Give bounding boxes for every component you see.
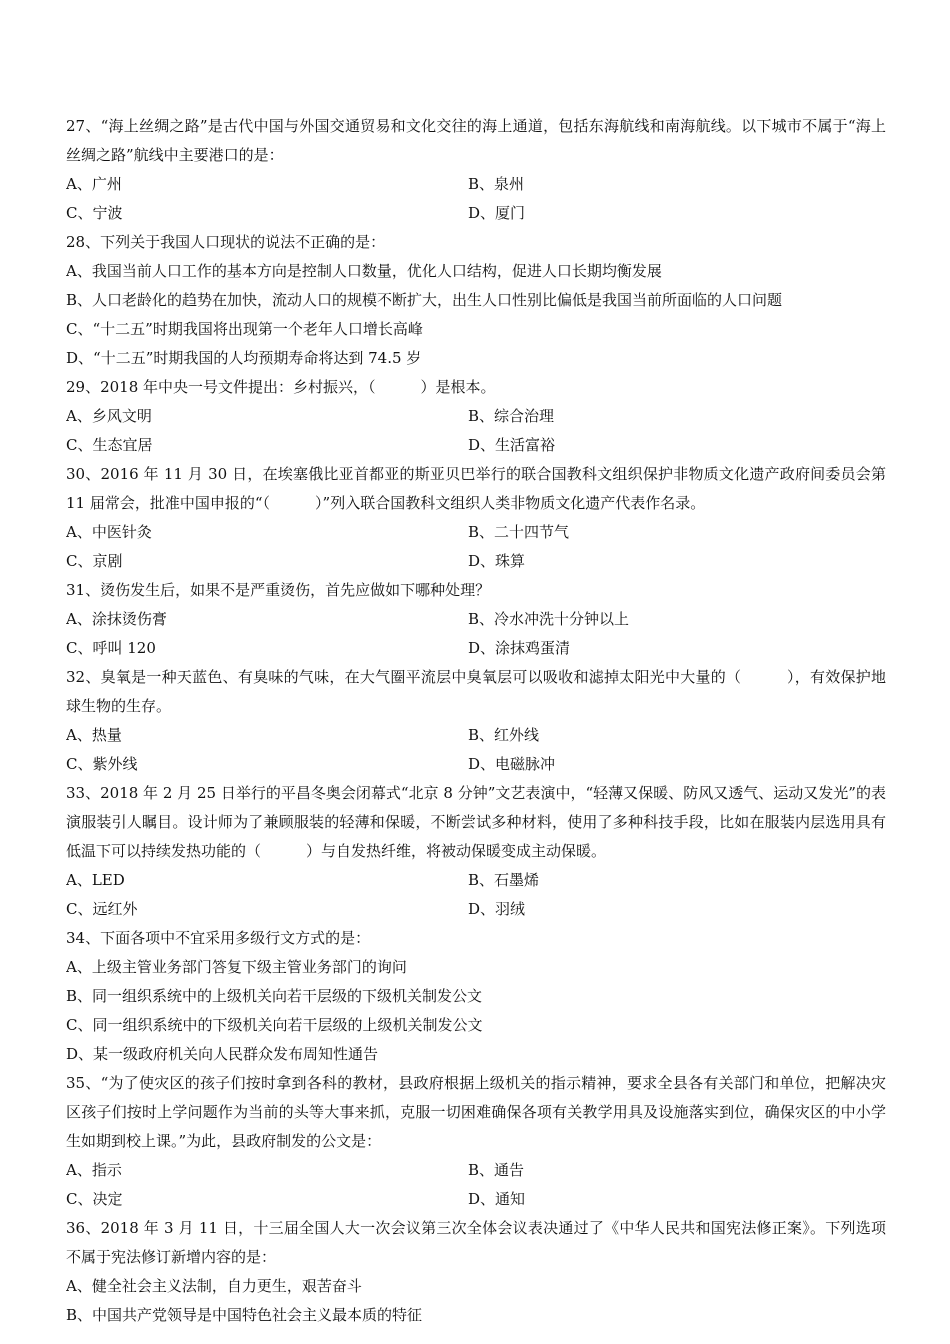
answer-option: B、石墨烯 (468, 871, 540, 889)
answer-option: C、决定 (66, 1190, 123, 1208)
question-stem: 34、下面各项中不宜采用多级行文方式的是： (66, 929, 371, 947)
answer-option: D、羽绒 (468, 900, 526, 918)
answer-option: A、热量 (66, 726, 122, 744)
option-list (66, 721, 886, 779)
question-block (66, 779, 886, 924)
answer-option: A、广州 (66, 175, 122, 193)
option-list (66, 1156, 886, 1214)
question-stem: 32、臭氧是一种天蓝色、有臭味的气味，在大气圈平流层中臭氧层可以吸收和滤掉太阳光中大量的（ ），有效保护地球生物的生存。 (66, 668, 886, 715)
question-stem: 33、2018 年 2 月 25 日举行的平昌冬奥会闭幕式“北京 8 分钟”文艺表演中，“轻薄又保暖、防风又透气、运动又发光”的表演服装引人瞩目。设计师为了兼顾服装的轻薄和保暖，不断尝试多种材料，使用了多种科技手段，比如在服装内层选用具有低温下可以持续发热功能的（ ）与自发热纤维，将被动保暖变成主动保暖。 (66, 784, 886, 860)
answer-option: A、LED (66, 871, 125, 889)
answer-option: A、指示 (66, 1161, 122, 1179)
question-block (66, 1069, 886, 1214)
option-list (66, 605, 886, 663)
answer-option: A、乡风文明 (66, 407, 152, 425)
option-list (66, 518, 886, 576)
question-block (66, 1214, 886, 1330)
answer-option: A、上级主管业务部门答复下级主管业务部门的询问 (66, 958, 407, 976)
answer-option: B、同一组织系统中的上级机关向若干层级的下级机关制发公文 (66, 987, 483, 1005)
question-block (66, 663, 886, 779)
question-block (66, 373, 886, 460)
question-block (66, 228, 886, 373)
answer-option: C、紫外线 (66, 755, 138, 773)
answer-option: C、呼叫 120 (66, 639, 156, 657)
answer-option: C、宁波 (66, 204, 123, 222)
question-block (66, 576, 886, 663)
answer-option: B、二十四节气 (468, 523, 570, 541)
question-stem: 36、2018 年 3 月 11 日，十三届全国人大一次会议第三次全体会议表决通过了《中华人民共和国宪法修正案》。下列选项不属于宪法修订新增内容的是： (66, 1219, 886, 1266)
answer-option: D、某一级政府机关向人民群众发布周知性通告 (66, 1045, 379, 1063)
answer-option: D、通知 (468, 1190, 526, 1208)
question-stem: 28、下列关于我国人口现状的说法不正确的是： (66, 233, 386, 251)
question-block (66, 924, 886, 1069)
option-list (66, 866, 886, 924)
answer-option: B、综合治理 (468, 407, 555, 425)
answer-option: B、泉州 (468, 175, 525, 193)
option-list (66, 170, 886, 228)
question-stem: 27、“海上丝绸之路”是古代中国与外国交通贸易和文化交往的海上通道，包括东海航线和南海航线。以下城市不属于“海上丝绸之路”航线中主要港口的是： (66, 117, 886, 164)
answer-option: D、厦门 (468, 204, 526, 222)
answer-option: B、人口老龄化的趋势在加快，流动人口的规模不断扩大，出生人口性别比偏低是我国当前所面临的人口问题 (66, 291, 783, 309)
option-list (66, 1272, 886, 1330)
question-stem: 31、烫伤发生后，如果不是严重烫伤，首先应做如下哪种处理？ (66, 581, 491, 599)
question-stem: 35、“为了使灾区的孩子们按时拿到各科的教材，县政府根据上级机关的指示精神，要求全县各有关部门和单位，把解决灾区孩子们按时上学问题作为当前的头等大事来抓，克服一切困难确保各项有关教学用具及设施落实到位，确保灾区的中小学生如期到校上课。”为此，县政府制发的公文是： (66, 1074, 886, 1150)
answer-option: D、涂抹鸡蛋清 (468, 639, 571, 657)
answer-option: A、涂抹烫伤膏 (66, 610, 167, 628)
answer-option: D、“十二五”时期我国的人均预期寿命将达到 74.5 岁 (66, 349, 422, 367)
answer-option: A、健全社会主义法制，自力更生，艰苦奋斗 (66, 1277, 362, 1295)
answer-option: C、“十二五”时期我国将出现第一个老年人口增长高峰 (66, 320, 423, 338)
answer-option: C、京剧 (66, 552, 123, 570)
answer-option: B、中国共产党领导是中国特色社会主义最本质的特征 (66, 1306, 423, 1324)
exam-page (66, 112, 886, 1330)
option-list (66, 402, 886, 460)
option-list (66, 953, 886, 1069)
answer-option: B、红外线 (468, 726, 540, 744)
question-block (66, 112, 886, 228)
answer-option: D、电磁脉冲 (468, 755, 556, 773)
answer-option: D、珠算 (468, 552, 526, 570)
answer-option: C、远红外 (66, 900, 138, 918)
question-stem: 29、2018 年中央一号文件提出：乡村振兴，（ ）是根本。 (66, 378, 496, 396)
answer-option: A、我国当前人口工作的基本方向是控制人口数量，优化人口结构，促进人口长期均衡发展 (66, 262, 662, 280)
answer-option: B、冷水冲洗十分钟以上 (468, 610, 630, 628)
answer-option: C、同一组织系统中的下级机关向若干层级的上级机关制发公文 (66, 1016, 483, 1034)
question-stem: 30、2016 年 11 月 30 日，在埃塞俄比亚首都亚的斯亚贝巴举行的联合国教科文组织保护非物质文化遗产政府间委员会第 11 届常会，批准中国申报的“（ ）”列入联合国教科文组织人类非物质文化遗产代表作名录。 (66, 465, 886, 512)
option-list (66, 257, 886, 373)
answer-option: C、生态宜居 (66, 436, 153, 454)
answer-option: D、生活富裕 (468, 436, 556, 454)
answer-option: B、通告 (468, 1161, 525, 1179)
answer-option: A、中医针灸 (66, 523, 152, 541)
question-block (66, 460, 886, 576)
